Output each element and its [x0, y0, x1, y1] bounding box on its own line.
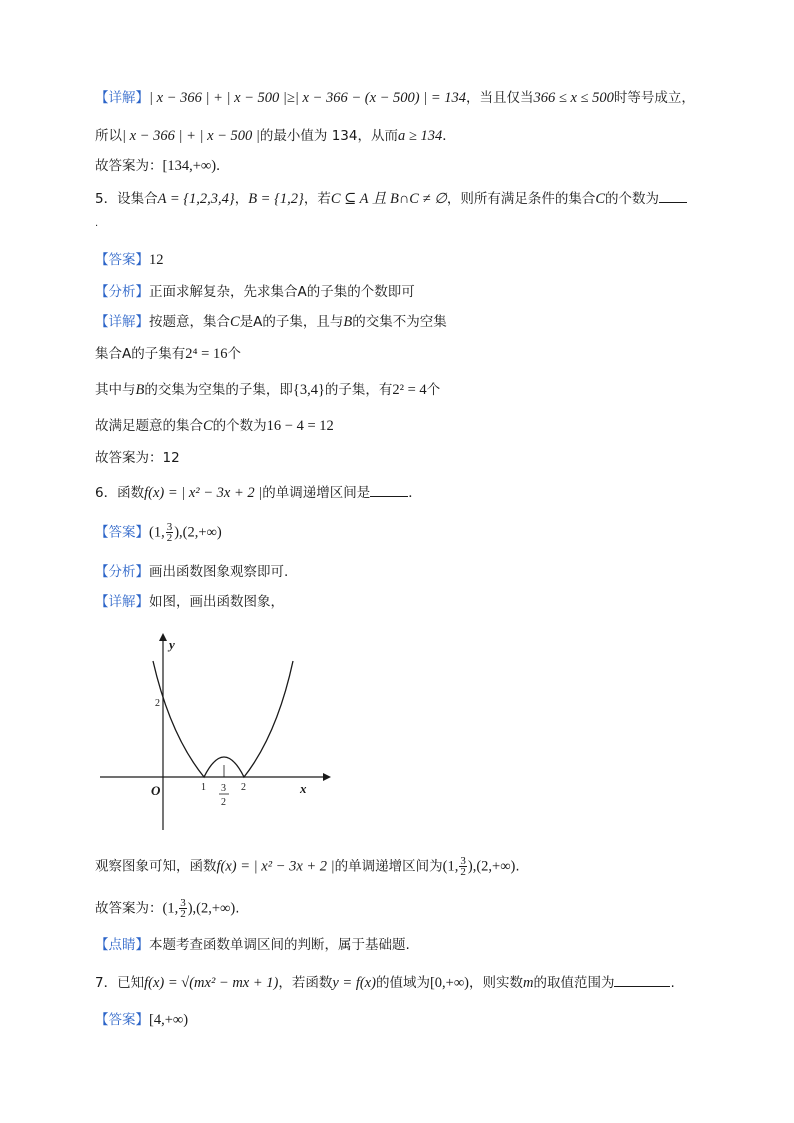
text: 的个数为	[605, 191, 659, 207]
text: 的值域为	[375, 975, 430, 991]
analysis-tag: 【分析】	[95, 564, 149, 580]
math: (1,	[162, 900, 179, 917]
set-b: B = {1,2}	[248, 191, 304, 207]
analysis-5	[95, 282, 415, 302]
x-axis-arrow	[323, 773, 331, 781]
answer-5	[95, 250, 164, 270]
answer-value: 12	[149, 252, 164, 268]
detail-tag: 【详解】	[95, 90, 149, 106]
graph-curve	[153, 661, 293, 777]
denominator: 2	[180, 908, 186, 920]
text: 故答案为：	[95, 900, 163, 917]
y-label: y	[169, 637, 175, 652]
question-number: 5．设集合	[95, 191, 158, 207]
text: ．	[442, 128, 456, 144]
answer-value: [4,+∞)	[149, 1012, 189, 1028]
denominator: 2	[460, 866, 466, 878]
condition: C ⊆ A 且 B∩C ≠ ∅	[330, 191, 447, 207]
text: 的子集，有	[324, 382, 393, 398]
question-number: 6．函数	[95, 485, 145, 501]
text: .	[235, 900, 240, 917]
text: ，当且仅当	[466, 90, 534, 106]
fraction	[166, 522, 174, 543]
text: 的单调递增区间为	[334, 858, 443, 875]
math: 16 − 4 = 12	[266, 418, 334, 434]
text: ．	[216, 158, 230, 174]
detail-5	[95, 312, 447, 332]
math: 2⁴ = 16	[185, 346, 228, 362]
question-5	[95, 188, 687, 209]
text: 按题意，集合	[149, 314, 230, 330]
fraction	[459, 856, 467, 877]
text: ，若	[303, 191, 331, 207]
range: [0,+∞)	[429, 975, 469, 991]
tick-label-den: 2	[221, 797, 226, 808]
set-b: B	[343, 314, 353, 330]
tip-6	[95, 935, 410, 955]
text: ，若函数	[278, 975, 333, 991]
text: 如图，画出函数图象，	[149, 594, 284, 610]
set-c: C	[203, 418, 213, 434]
abs-inequality: | x − 366 | + | x − 500 |≥| x − 366 − (x − 500) | = 134	[149, 90, 467, 106]
tick-label-num: 3	[221, 783, 226, 794]
step-1	[95, 344, 241, 364]
detail-6	[95, 592, 284, 612]
text: 的单调递增区间是	[262, 485, 371, 501]
function-graph	[95, 625, 335, 835]
text: .	[670, 975, 675, 991]
math: (1,	[149, 524, 165, 541]
text: 是A的子集，且与	[239, 314, 344, 330]
detail-line-1	[95, 88, 695, 108]
question-7	[95, 972, 675, 993]
step-2	[95, 380, 440, 400]
text: 所以	[95, 128, 122, 144]
x-label: x	[300, 781, 307, 796]
tick-label-2: 2	[241, 782, 246, 793]
answer-6	[95, 522, 222, 543]
answer-value: [134,+∞)	[162, 158, 217, 174]
text: 个	[227, 346, 241, 362]
answer-blank	[614, 972, 670, 987]
analysis-6	[95, 562, 288, 582]
math: 2² = 4	[392, 382, 427, 398]
answer-line-5: 故答案为：12	[95, 450, 180, 466]
answer-blank	[659, 188, 687, 203]
function: f(x) = | x² − 3x + 2 |	[216, 858, 335, 875]
math: ),(2,+∞)	[174, 524, 222, 541]
origin-label: O	[151, 783, 161, 798]
set-b: B	[135, 382, 145, 398]
trailing-dot: .	[95, 218, 99, 229]
math: ),(2,+∞)	[187, 900, 236, 917]
text: ，则所有满足条件的集合	[446, 191, 596, 207]
text: .	[515, 858, 520, 875]
fraction	[179, 898, 187, 919]
y-axis-arrow	[159, 633, 167, 641]
tick-label-y2: 2	[155, 698, 160, 709]
answer-tag: 【答案】	[95, 524, 149, 541]
text: 观察图象可知，函数	[95, 858, 217, 875]
set-a: A = {1,2,3,4}	[157, 191, 235, 207]
variable-m: m	[523, 975, 534, 991]
text: 画出函数图象观察即可.	[149, 564, 289, 580]
function: f(x) = √(mx² − mx + 1)	[144, 975, 279, 991]
detail-tag: 【详解】	[95, 314, 149, 330]
function-y: y = f(x)	[332, 975, 376, 991]
text: ，	[234, 191, 249, 207]
answer-tag: 【答案】	[95, 1012, 149, 1028]
text: 时等号成立，	[613, 90, 695, 106]
function: f(x) = | x² − 3x + 2 |	[144, 485, 263, 501]
condition: 366 ≤ x ≤ 500	[533, 90, 614, 106]
text: 的个数为	[212, 418, 267, 434]
subset: {3,4}	[292, 382, 325, 398]
observe-6	[95, 856, 520, 877]
text: 个	[426, 382, 441, 398]
text: 的取值范围为	[533, 975, 615, 991]
text: 正面求解复杂，先求集合A的子集的个数即可	[149, 284, 415, 300]
denominator: 2	[166, 532, 173, 544]
answer-tag: 【答案】	[95, 252, 149, 268]
tick-label-1: 1	[201, 782, 206, 793]
set-c: C	[230, 314, 240, 330]
math: (1,	[442, 858, 459, 875]
question-6	[95, 482, 422, 503]
text: ，则实数	[469, 975, 523, 991]
answer-7	[95, 1010, 188, 1030]
answer-blank	[370, 482, 408, 497]
text: 的交集不为空集	[352, 314, 447, 330]
tip-tag: 【点睛】	[95, 937, 149, 953]
inequality: a ≥ 134	[397, 128, 443, 144]
text: 集合A的子集有	[95, 346, 186, 362]
numerator: 3	[166, 521, 173, 533]
abs-sum: | x − 366 | + | x − 500 |	[122, 128, 260, 144]
question-number: 7．已知	[95, 975, 145, 991]
step-3	[95, 416, 334, 436]
detail-tag: 【详解】	[95, 594, 149, 610]
text: 其中与	[95, 382, 136, 398]
numerator: 3	[460, 855, 466, 867]
answer-line-4	[95, 156, 230, 176]
analysis-tag: 【分析】	[95, 284, 149, 300]
math: ),(2,+∞)	[467, 858, 516, 875]
text: 故满足题意的集合	[95, 418, 203, 434]
text: 的最小值为 134，从而	[259, 128, 398, 144]
answer-line-6	[95, 898, 240, 919]
text: 故答案为：	[95, 158, 163, 174]
text: 的交集为空集的子集，即	[144, 382, 293, 398]
text: ．	[408, 485, 422, 501]
text: 本题考查函数单调区间的判断，属于基础题.	[149, 937, 410, 953]
set-c: C	[595, 191, 605, 207]
numerator: 3	[180, 897, 186, 909]
detail-line-2	[95, 126, 456, 146]
